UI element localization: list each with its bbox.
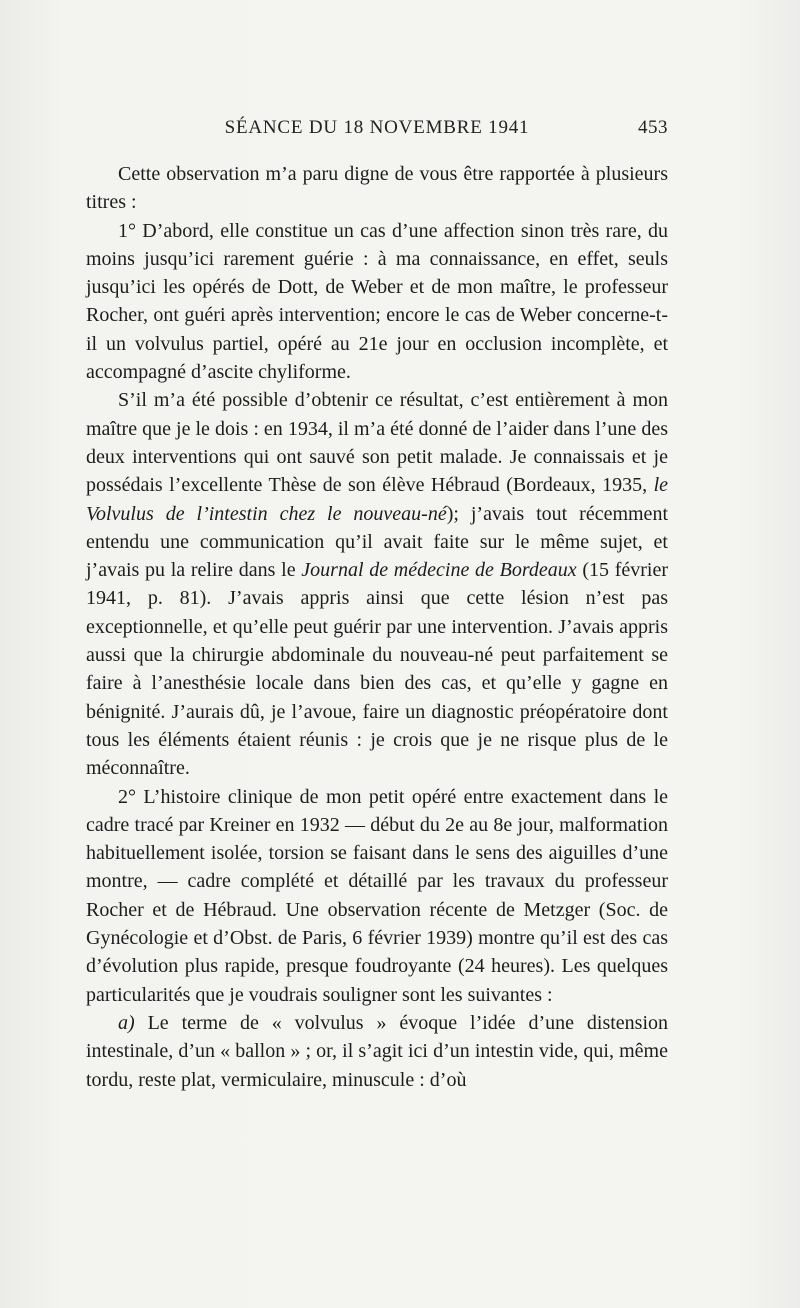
paragraph-point-2: 2° L’histoire clinique de mon petit opéré entre exactement dans le cadre tracé par Kreiner en 1932 — début du 2e au 8e jour, malformation habituellement isolée, torsion se faisant dans le sens des aiguilles d’une montre, — cadre complété et détaillé par les travaux du professeur Rocher et de Hébraud. Une observation récente de Metzger (Soc. de Gynécologie et d’Obst. de Paris, 6 février 1939) montre qu’il est des cas d’évolution plus rapide, presque foudroyante (24 heures). Les quelques particularités que je voudrais souligner sont les suivantes : — [86, 785, 668, 1006]
journal-title: Journal de médecine de Bordeaux — [301, 559, 577, 582]
paragraph-personal-note-part2: ); j’avais tout récemment entendu une communication qu’il avait faite sur le même sujet, et j’avais pu la relire dans le — [86, 502, 668, 582]
header-title: SÉANCE DU 18 NOVEMBRE 1941 — [224, 117, 530, 138]
paragraph-point-a — [86, 1009, 668, 1094]
paragraph-personal-note-part3: (15 février 1941, p. 81). J’avais appris ainsi que cette lésion n’est pas exceptionnelle, et qu’elle peut guérir par une intervention. J’avais appris aussi que la chirurgie abdominale du nouveau-né peut parfaitement se faire à l’anesthésie locale dans bien des cas, et qu’elle y gagne en bénignité. J’aurais dû, je l’avoue, faire un diagnostic préopératoire dont tous les éléments étaient réunis : je crois que je ne risque plus de le méconnaître. — [86, 559, 669, 780]
paragraph-personal-note-part1: S’il m’a été possible d’obtenir ce résultat, c’est entièrement à mon maître que je le dois : en 1934, il m’a été donné de l’aider dans l’une des deux interventions qui ont sauvé son petit malade. Je connaissais et je possédais l’excellente Thèse de son élève Hébraud (Bordeaux, 1935, — [86, 389, 668, 497]
point-a-label: a) — [118, 1011, 135, 1034]
body-text — [86, 160, 668, 1094]
paragraph-point-1: 1° D’abord, elle constitue un cas d’une affection sinon très rare, du moins jusqu’ici rarement guérie : à ma connaissance, en effet, seuls jusqu’ici les opérés de Dott, de Weber et de mon maître, le professeur Rocher, ont guéri après intervention; encore le cas de Weber concerne-t-il un volvulus partiel, opéré au 21e jour en occlusion incomplète, et accompagné d’ascite chyliforme. — [86, 219, 668, 384]
paragraph-personal-note — [86, 386, 668, 782]
page-number: 453 — [638, 117, 668, 138]
thesis-title: le Volvulus de l’intestin chez le nouveau-né — [86, 474, 668, 525]
paragraph-intro: Cette observation m’a paru digne de vous être rapportée à plusieurs titres : — [86, 163, 668, 214]
point-a-text: Le terme de « volvulus » évoque l’idée d’une distension intestinale, d’un « ballon » ; or, il s’agit ici d’un intestin vide, qui, même tordu, reste plat, vermiculaire, minuscule : d’où — [86, 1011, 668, 1091]
